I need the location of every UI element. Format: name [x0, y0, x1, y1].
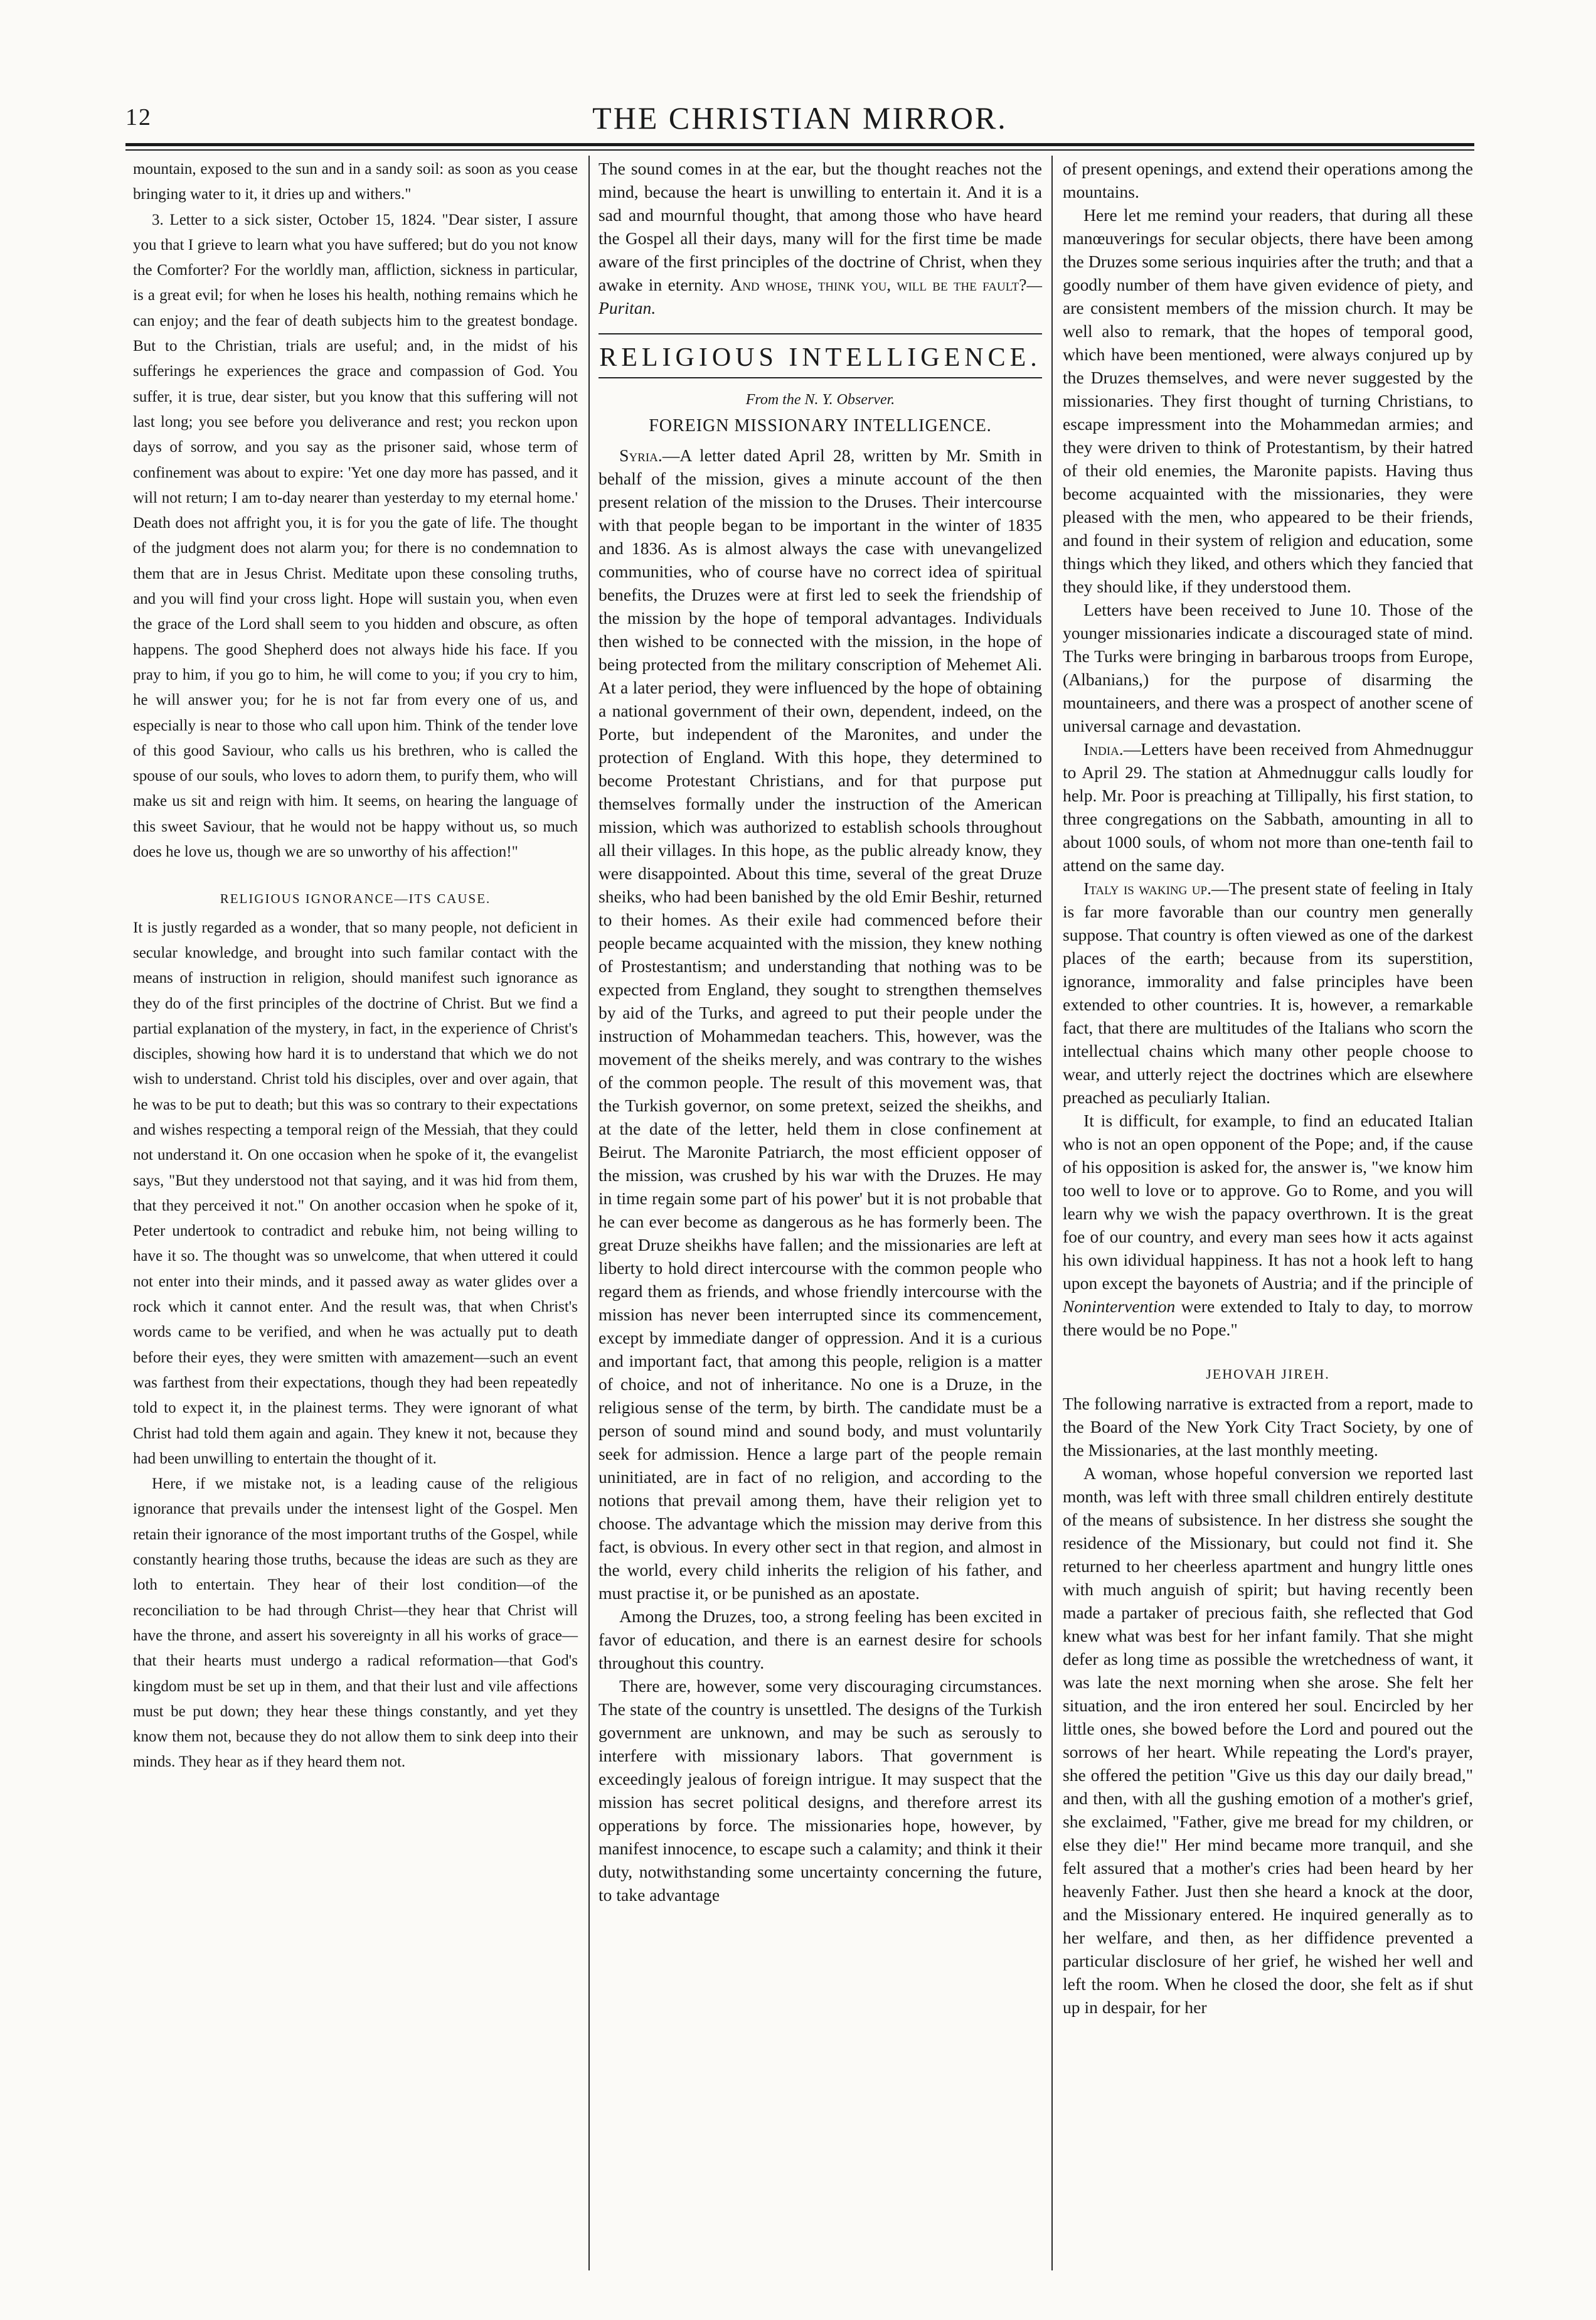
journal-title: THE CHRISTIAN MIRROR. [592, 100, 1008, 136]
column-1 [133, 157, 582, 2265]
ignorance-paragraph-2: Here, if we mistake not, is a leading cause of the religious ignorance that prevails under the intensest light of the Gospel. Men retain their ignorance of the most important truths of the Gospel, while constantly hearing those truths, because the ideas are such as they are loth to entertain. They hear of their lost condition—of the reconciliation to be had through Christ—they hear that Christ will have the throne, and assert his sovereignty in all his works of grace—that their hearts must undergo a radical reformation—that God's kingdom must be set up in them, and that their lust and vile affections must be put down; they hear these things constantly, and yet they know them not, because they do not allow them to sink deep into their minds. They hear as if they heard them not. [133, 1475, 578, 1771]
heading-religious-intelligence: RELIGIOUS INTELLIGENCE. [598, 333, 1042, 378]
continuation-text: The sound comes in at the ear, but the thought reaches not the mind, because the heart is unwilling to entertain it. And it is a sad and mournful thought, that among those who have heard the Gospel all their days, many will for the first time be made aware of the first principles of the doctrine of Christ, when they awake in eternity. [598, 159, 1042, 294]
col1-continuation: mountain, exposed to the sun and in a sandy soil: as soon as you cease bringing water to it, it dries up and withers." [133, 161, 578, 203]
jireh-paragraph-2: A woman, whose hopeful conversion we reported last month, was left with three small children entirely destitute of the means of subsistence. In her distress she sought the residence of the Missionary, but could not find it. She returned to her cheerless apartment and hungry little ones with much anguish of spirit; but having recently been made a partaker of precious faith, she reflected that God knew what was best for her infant family. That she might defer as long time as possible the wretchedness of want, it was late the next morning when she arose. She felt her situation, and the iron entered her soul. Encircled by her little ones, she bowed before the Lord and poured out the sorrows of her heart. While repeating the Lord's prayer, she offered the petition "Give us this day our daily bread," and then, with all the gushing emotion of a mother's grief, she exclaimed, "Father, give me bread for my children, or else they die!" Her mind became more tranquil, and she felt assured that a mother's cries had been heard by her heavenly Father. Just then she heard a knock at the door, and the Missionary entered. He inquired generally as to her welfare, and then, as her diffidence prevented a particular disclosure of her grief, he wished her well and left the room. When he closed the door, she felt as if shut up in despair, for her [1063, 1463, 1473, 2017]
page-number: 12 [125, 104, 152, 131]
column-divider-2 [1051, 156, 1053, 2270]
india-text: —Letters have been received from Ahmednuggur to April 29. The station at Ahmednuggur calls loudly for help. Mr. Poor is preaching at Tillipally, his first station, to three congregations on the Sabbath, amounting in all to about 1000 souls, of whom not more than one-tenth fail to attend on the same day. [1063, 739, 1473, 875]
syria-paragraph-1 [598, 444, 1042, 1605]
col2-continuation [598, 157, 1042, 319]
jireh-paragraph-1: The following narrative is extracted from a report, made to the Board of the New York City Tract Society, by one of the Missionaries, at the last monthly meeting. [1063, 1394, 1473, 1460]
heading-religious-ignorance: RELIGIOUS IGNORANCE—ITS CAUSE. [220, 891, 491, 907]
syria-text-1: —A letter dated April 28, written by Mr. Smith in behalf of the mission, gives a minute account of the then present relation of the mission to the Druses. Their intercourse with that people began to be important in the winter of 1835 and 1836. As is almost always the case with unevangelized communities, who of course have no correct idea of spiritual benefits, the Druzes were at first led to seek the friendship of the mission by the hope of temporal advantages. Individuals then wished to be connected with the mission, in the hope of being protected from the military conscription of Mehemet Ali. At a later period, they were influenced by the hope of obtaining a national government of their own, dependent, indeed, on the Porte, but independent of the Maronites, and under the protection of England. With this hope, they determined to become Protestant Christians, and for that purpose put themselves formally under the instruction of the American mission, which was authorized to establish schools throughout all their villages. In this hope, as the public already know, they were disappointed. About this time, several of the great Druze sheiks, who had been banished by the old Emir Beshir, returned to their homes. As their exile had commenced before their people became acquainted with the mission, they knew nothing of Prostestantism; and understanding that nothing was to be expected from England, they sought to strengthen themselves by aid of the Turks, and agreed to put their people under the instruction of Mohammedan teachers. This, however, was the movement of the sheiks merely, and was contrary to the wishes of the common people. The result of this movement was, that the Turkish governor, on some pretext, seized the sheikhs, and at the date of the letter, held them in close confinement at Beirut. The Maronite Patriarch, the most efficient opposer of the mission, was crushed by his war with the Druzes. He may in time regain some part of his power' but it is not probable that he can ever become as dangerous as he has formerly been. The great Druze sheikhs have fallen; and the missionaries are left at liberty to hold direct intercourse with the common people who regard them as friends, and whose friendly intercourse with the mission has never been interrupted since its commencement, except by immediate danger of oppression. And it is a curious and important fact, that among this people, religion is a matter of choice, and not of inheritance. No one is a Druze, in the religious sense of the term, by birth. The candidate must be a person of sound mind and sound body, and must voluntarily seek for admission. Hence a large part of the people remain uninitiated, are in fact of no religion, and according to the notions that prevail among them, have their religion yet to choose. The advantage which the mission may derive from this fact, is obvious. In every other sect in that region, and almost in the world, every child inherits the religion of his father, and must practise it, or be punished as an apostate. [598, 446, 1042, 1603]
syria-paragraph-5: Letters have been received to June 10. Those of the younger missionaries indicate a discouraged state of mind. The Turks were bringing in barbarous troops from Europe, (Albanians,) for the purpose of disarming the mountaineers, and there was a prospect of another scene of universal carnage and devastation. [1063, 600, 1473, 735]
masthead [125, 91, 1474, 147]
heading-foreign-missionary: FOREIGN MISSIONARY INTELLIGENCE. [649, 416, 992, 436]
syria-paragraph-2: Among the Druzes, too, a strong feeling has been excited in favor of education, and there is an earnest desire for schools throughout this country. [598, 1606, 1042, 1672]
column-2 [596, 157, 1045, 2265]
column-divider-1 [588, 156, 590, 2270]
italy-lead: Italy is waking up. [1083, 879, 1211, 898]
continuation-caps: And whose, think you, will be the fault? [730, 275, 1027, 294]
column-3 [1059, 157, 1473, 2265]
masthead-rule-thick [125, 143, 1474, 146]
syria-paragraph-3: There are, however, some very discouraging circumstances. The state of the country is unsettled. The designs of the Turkish government are unknown, and may be such as serously to interfere with missionary labors. That government is exceedingly jealous of foreign intrigue. It may suspect that the mission has secret political designs, and therefore arrest its opperations by force. The missionaries hope, however, by manifest innocence, to escape such a calamity; and think it their duty, notwithstanding some uncertainty concerning the future, to take advantage [598, 1676, 1042, 1905]
heading-jehovah-jireh: JEHOVAH JIREH. [1206, 1366, 1330, 1382]
italy-paragraph-2 [1063, 1109, 1473, 1341]
india-paragraph [1063, 737, 1473, 877]
masthead-rule-thin [125, 149, 1474, 151]
italy-text-2a: It is difficult, for example, to find an educated Italian who is not an open opponent of the Pope; and, if the cause of his opposition is asked for, the answer is, "we know him too well to love or to approve. Go to Rome, and you will learn why we wish the papacy overthrown. It is the great foe of our country, and every man sees how it acts against his own idividual happiness. It has not a hook left to hang upon except the bayonets of Austria; and if the principle of [1063, 1111, 1473, 1293]
col3-continuation: of present openings, and extend their operations among the mountains. [1063, 159, 1473, 201]
source-line: From the N. Y. Observer. [745, 392, 895, 408]
syria-lead: Syria. [619, 446, 662, 465]
italy-text-2b: were extended to Italy to day, to morrow there would be no Pope." [1063, 1296, 1473, 1339]
india-lead: India. [1083, 739, 1124, 759]
ignorance-paragraph-1: It is justly regarded as a wonder, that so many people, not deficient in secular knowledge, and brought into such familar contact with the means of instruction in religion, should manifest such ignorance as they do of the first principles of the doctrine of Christ. But we find a partial explanation of the mystery, in fact, in the experience of Christ's disciples, showing how hard it is to understand that which we do not wish to understand. Christ told his disciples, over and over again, that he was to be put to death; but this was so contrary to their expectations and wishes respecting a temporal reign of the Messiah, that they could not understand it. On one occasion when he spoke of it, the evangelist says, "But they understood not that saying, and it was hid from them, that they perceived it not." On another occasion when he spoke of it, Peter undertook to contradict and rebuke him, not being willing to have it so. The thought was so unwelcome, that when uttered it could not enter into their minds, and it passed away as water glides over a rock which it cannot enter. And the result was, that when Christ's words came to be verified, and when he was actually put to death before their eyes, they were smitten with amazement—such an event was farthest from their expectations, though they had been repeatedly told to expect it, in the plainest terms. They were ignorant of what Christ had told them again and again. They knew it not, because they had been unwilling to entertain the thought of it. [133, 919, 578, 1467]
continuation-source: —Puritan. [598, 275, 1043, 318]
italy-paragraph-1 [1063, 877, 1473, 1109]
italy-text: —The present state of feeling in Italy is far more favorable than our country men generally suppose. That country is often viewed as one of the darkest places of the earth; because from its superstition, ignorance, immorality and false principles have been extended to other countries. It is, however, a remarkable fact, that there are multitudes of the Italians who scorn the intellectual chains which many other people choose to wear, and utterly reject the doctrines which are elsewhere preached as peculiarly Italian. [1063, 879, 1473, 1107]
letter-sick-sister: 3. Letter to a sick sister, October 15, 1824. "Dear sister, I assure you that I grieve to learn what you have suffered; but do you not know the Comforter? For the worldly man, affliction, sickness in particular, is a great evil; for when he loses his health, nothing remains which he can enjoy; and the fear of death subjects him to the greatest bondage. But to the Christian, trials are useful; and, in the midst of his sufferings he experiences the grace and compassion of God. You suffer, it is true, dear sister, but you know that this suffering will not last long; you see before you deliverance and rest; you reckon upon days of sorrow, and you say as the prisoner said, whose term of confinement was about to expire: 'Yet one day more has passed, and it will not return; I am to-day nearer than yesterday to my eternal home.' Death does not affright you, it is for you the gate of life. The thought of the judgment does not alarm you; for there is no condemnation to them that are in Jesus Christ. Meditate upon these consoling truths, and you will find your cross light. Hope will sustain you, when even the grace of the Lord shall seem to you hidden and obscure, as often happens. The good Shepherd does not always hide his face. If you pray to him, if you go to him, he will come to you; if you cry to him, he will answer you; for he is not far from every one of us, and especially is near to those who call upon him. Think of the tender love of this good Saviour, who calls us his brethren, who is called the spouse of our souls, who loves to adorn them, to purify them, who will make us sit and reign with him. It seems, on hearing the language of this sweet Saviour, that he would not be happy without us, so much does he love us, though we are so unworthy of his affection!" [133, 211, 578, 861]
italy-nonintervention: Nonintervention [1063, 1296, 1176, 1316]
syria-paragraph-4: Here let me remind your readers, that during all these manœuverings for secular objects, there have been among the Druzes some serious inquiries after the truth; and that a goodly number of them have given evidence of piety, and are consistent members of the mission church. It may be well also to remark, that the hopes of temporal good, which have been mentioned, were always conjured up by the Druzes themselves, and were never suggested by the missionaries. They first thought of turning Christians, to escape impressment into the Mohammedan armies; and they were driven to think of Protestantism, by their hatred of their old enemies, the Maronite papists. Having thus become acquainted with the missionaries, they were pleased with the men, who appeared to be their friends, and found in their system of religion and education, some things which they liked, and others which they fancied that they should like, if they understood them. [1063, 205, 1473, 596]
